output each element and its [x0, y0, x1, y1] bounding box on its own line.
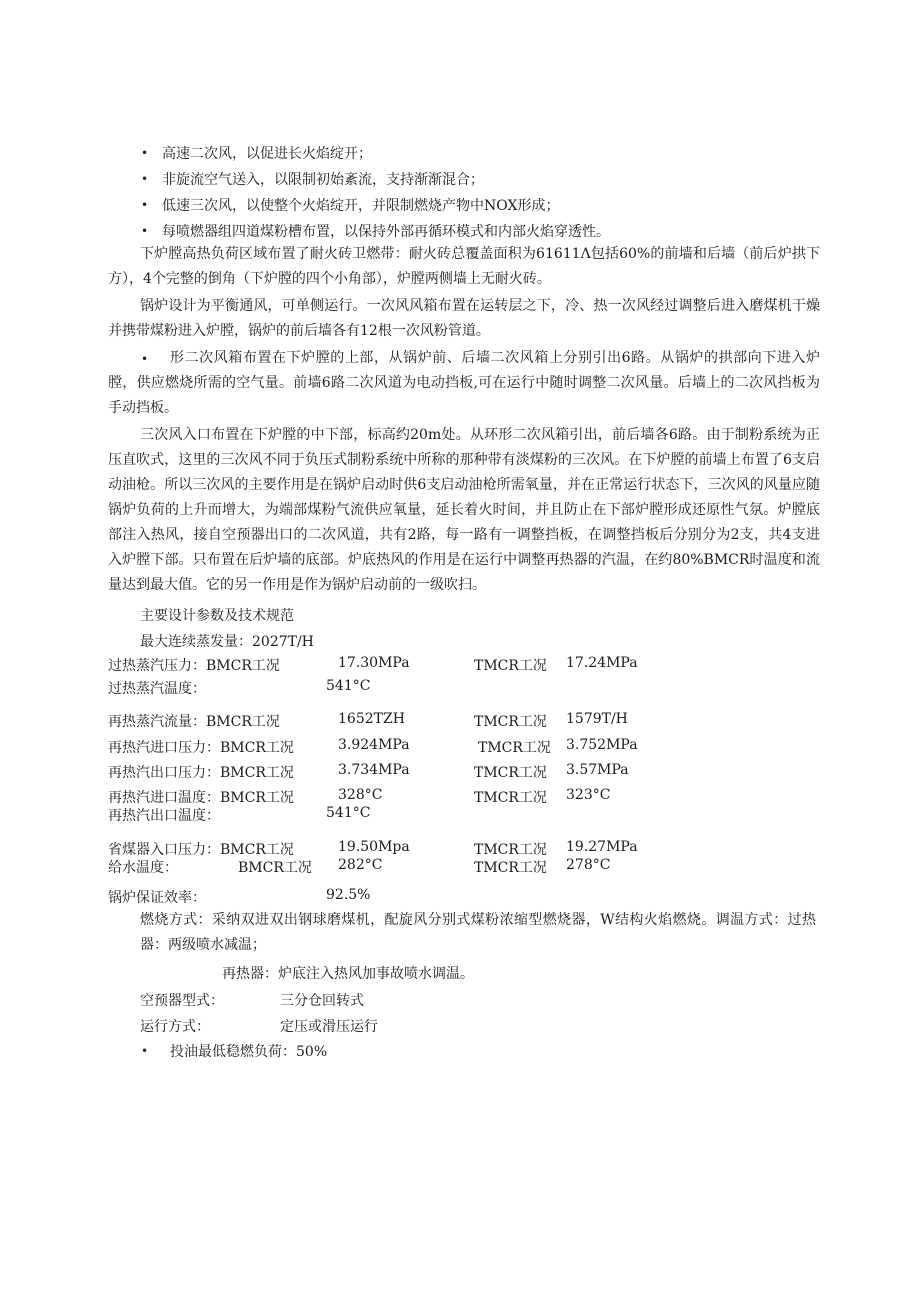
spec-value-tmcr: 1579T/H [566, 711, 628, 727]
spec-label: 再热汽进口温度：BMCR工况 [108, 790, 294, 806]
specs-heading: 主要设计参数及技术规范 [140, 608, 294, 624]
bullet-symbol: • [141, 198, 149, 212]
bullet-symbol: • [141, 172, 149, 186]
bullet-item: 每喷燃器组四道煤粉槽布置，以保持外部再循环模式和内部火焰穿透性。 [162, 224, 610, 240]
spec-value-tmcr: 278°C [566, 857, 611, 873]
spec-label: 锅炉保证效率： [108, 890, 206, 906]
spec-value-tmcr: 19.27MPa [566, 839, 638, 855]
bullet-symbol: • [141, 146, 149, 160]
operation-mode-value: 定压或滑压运行 [280, 1019, 378, 1035]
paragraph-ventilation: 锅炉设计为平衡通风，可单侧运行。一次风风箱布置在运转层之下，冷、热一次风经过调整后进入磨煤机干燥并携带煤粉进入炉膛，锅炉的前后墙各有12根一次风粉管道。 [108, 298, 820, 339]
spec-label: 过热蒸汽压力：BMCR工况 [108, 658, 280, 674]
spec-value-bmcr: 3.924MPa [338, 737, 410, 753]
spec-value: 541°C [326, 678, 371, 694]
combustion-method: 燃烧方式：采纳双进双出钢球磨煤机，配旋风分别式煤粉浓缩型燃烧器，W结构火焰燃烧。调温方式：过热器：两级喷水减温； [140, 912, 816, 953]
spec-value: 541°C [326, 805, 371, 821]
spec-value-bmcr: 17.30MPa [338, 655, 410, 671]
bullet-symbol: • [141, 1044, 149, 1058]
paragraph-refractory: 下炉膛高热负荷区域布置了耐火砖卫燃带：耐火砖总覆盖面积为61611Λ包括60%的前墙和后墙（前后炉拱下方），4个完整的倒角（下炉膛的四个小角部），炉膛两侧墙上无耐火砖。 [108, 246, 820, 287]
bullet-item: 非旋流空气送入，以限制初始紊流，支持渐渐混合； [162, 172, 484, 188]
spec-condition-tmcr: TMCR工况 [474, 714, 547, 730]
bullet-item: 高速二次风，以促进长火焰绽开； [162, 146, 372, 162]
spec-value-bmcr: 1652TZH [338, 711, 405, 727]
spec-value-tmcr: 3.57MPa [566, 762, 629, 778]
spec-condition-bmcr: BMCR工况 [238, 860, 312, 876]
spec-value: 92.5% [326, 887, 371, 903]
spec-label: 再热汽进口压力：BMCR工况 [108, 740, 294, 756]
max-evaporation: 最大连续蒸发量：2027T/H [140, 634, 314, 650]
spec-value-bmcr: 19.50Mpa [338, 839, 410, 855]
bullet-symbol: • [141, 224, 149, 238]
spec-value-tmcr: 17.24MPa [566, 655, 638, 671]
spec-value-tmcr: 3.752MPa [566, 737, 638, 753]
spec-condition-tmcr: TMCR工况 [474, 658, 547, 674]
min-stable-load: 投油最低稳燃负荷：50% [170, 1044, 328, 1060]
bullet-symbol: • [141, 352, 149, 366]
bullet-item: 低速三次风，以使整个火焰绽开，并限制燃烧产物中NOX形成； [162, 198, 560, 214]
spec-condition-tmcr: TMCR工况 [474, 860, 547, 876]
paragraph-tertiary-air: 三次风入口布置在下炉膛的中下部，标高约20m处。从环形二次风箱引出，前后墙各6路。由于制粉系统为正压直吹式，这里的三次风不同于负压式制粉系统中所称的那种带有淡煤粉的三次风。在下炉膛的前墙上布置了6支启动油枪。所以三次风的主要作用是在锅炉启动时供6支启动油枪所需氧量，并在正常运行状态下，三次风的风量应随锅炉负荷的上升而增大，为端部煤粉气流供应氧量，延长着火时间，并且防止在下部炉膛形成还原性气氛。炉膛底部注入热风，接自空预器出口的二次风道，共有2路，每一路有一调整挡板，在调整挡板后分别分为2支，共4支进入炉膛下部。只布置在后炉墙的底部。炉底热风的作用是在运行中调整再热器的汽温，在约80%BMCR时温度和流量达到最大值。它的另一作用是作为锅炉启动前的一级吹扫。 [108, 427, 820, 593]
spec-condition-tmcr: TMCR工况 [478, 740, 551, 756]
spec-condition-tmcr: TMCR工况 [474, 842, 547, 858]
reheater-temp-control: 再热器：炉底注入热风加事故喷水调温。 [222, 966, 474, 982]
spec-value-bmcr: 328°C [338, 787, 383, 803]
spec-label: 再热蒸汽流量：BMCR工况 [108, 714, 280, 730]
air-preheater-value: 三分仓回转式 [280, 993, 364, 1009]
operation-mode-label: 运行方式： [140, 1019, 210, 1035]
paragraph-secondary-air: 形二次风箱布置在下炉膛的上部，从锅炉前、后墙二次风箱上分别引出6路。从锅炉的拱部向下进入炉膛，供应燃烧所需的空气量。前墙6路二次风道为电动挡板,可在运行中随时调整二次风量。后墙上的二次风挡板为手动挡板。 [108, 350, 820, 416]
spec-label: 再热汽出口温度： [108, 808, 220, 824]
spec-label: 再热汽出口压力：BMCR工况 [108, 765, 294, 781]
spec-value-bmcr: 3.734MPa [338, 762, 410, 778]
spec-condition-tmcr: TMCR工况 [474, 790, 547, 806]
air-preheater-label: 空预器型式： [140, 993, 224, 1009]
spec-label: 省煤器入口压力：BMCR工况 [108, 842, 294, 858]
spec-value-tmcr: 323°C [566, 787, 611, 803]
spec-label: 过热蒸汽温度： [108, 681, 206, 697]
spec-condition-tmcr: TMCR工况 [474, 765, 547, 781]
spec-label: 给水温度： [108, 860, 178, 876]
spec-value-bmcr: 282°C [338, 857, 383, 873]
